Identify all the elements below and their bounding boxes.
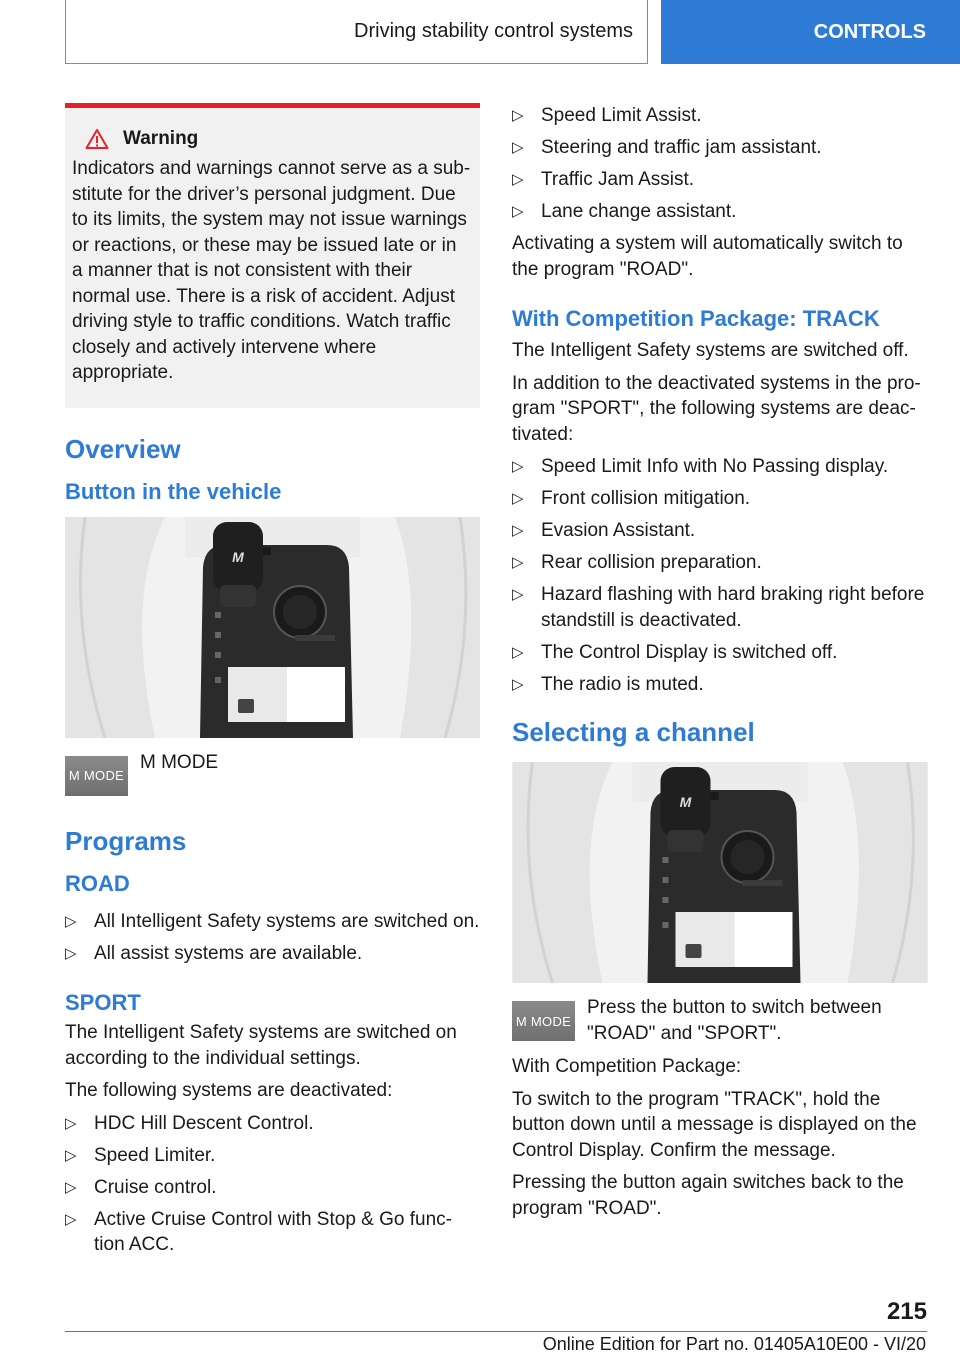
sport-list-continued: [512, 103, 928, 225]
selecting-p1: With Competition Package:: [512, 1056, 742, 1077]
bullet-triangle-icon: ▷: [65, 944, 77, 962]
list-item: ▷ Traffic Jam Assist.: [512, 167, 928, 193]
bullet-triangle-icon: ▷: [512, 490, 524, 507]
mmode-legend: [65, 751, 480, 796]
button-in-vehicle-heading: Button in the vehicle: [65, 478, 282, 504]
bullet-triangle-icon: ▷: [512, 643, 524, 661]
bullet-triangle-icon: ▷: [65, 1146, 77, 1164]
m-mode-button-icon: M MODE: [65, 756, 128, 796]
header-chapter-tab[interactable]: [661, 0, 960, 64]
console-photo: [65, 517, 480, 738]
selecting-p3: Pressing the button again switches back to the program "ROAD".: [512, 1172, 904, 1219]
list-item: ▷ Speed Limit Info with No Passing display.: [512, 454, 928, 480]
bullet-triangle-icon: ▷: [512, 675, 524, 693]
bullet-triangle-icon: ▷: [65, 1114, 77, 1132]
m-mode-caption: M MODE: [140, 751, 219, 773]
bullet-triangle-icon: ▷: [512, 586, 524, 603]
track-p2: In addition to the deactivated systems in the pro-gram "SPORT", the following systems are deac-tivated:: [512, 372, 921, 445]
page-number: 215: [886, 1298, 927, 1325]
list-item: ▷ Speed Limit Assist.: [512, 103, 928, 129]
section-title: Driving stability control systems: [354, 20, 633, 42]
list-item: ▷ Front collision mitigation.: [512, 486, 928, 512]
bullet-triangle-icon: ▷: [512, 171, 524, 188]
warning-header: [72, 128, 472, 150]
sport-deactivated-intro: The following systems are deactivated:: [65, 1080, 393, 1101]
bullet-triangle-icon: ▷: [65, 912, 77, 930]
bullet-triangle-icon: ▷: [65, 1178, 77, 1196]
bullet-triangle-icon: ▷: [512, 458, 524, 475]
bullet-triangle-icon: ▷: [512, 203, 524, 220]
warning-triangle-icon: [85, 128, 109, 150]
list-item: ▷ The radio is muted.: [512, 672, 928, 698]
m-mode-instruction-text: Press the button to switch between "ROAD" and "SPORT".: [587, 997, 882, 1044]
warning-title: Warning: [123, 128, 199, 149]
track-list: [512, 454, 928, 697]
track-p1: The Intelligent Safety systems are switched off.: [512, 340, 909, 361]
selecting-p2: To switch to the program "TRACK", hold the button down until a message is displayed on the Control Display. Confirm the message.: [512, 1088, 917, 1161]
list-item: ▷ All assist systems are available.: [65, 941, 480, 967]
track-heading: With Competition Package: TRACK: [512, 306, 880, 331]
list-item: ▷ Active Cruise Control with Stop & Go func-tion ACC.: [65, 1208, 452, 1255]
list-item: ▷ Hazard flashing with hard braking right before standstill is deactivated.: [512, 584, 925, 631]
list-item: ▷ Evasion Assistant.: [512, 518, 928, 544]
right-column: [512, 103, 928, 1228]
sport-heading: SPORT: [65, 990, 141, 1015]
mmode-instruction: [512, 997, 928, 1046]
bullet-triangle-icon: ▷: [512, 522, 524, 539]
warning-box: [65, 103, 480, 408]
bullet-triangle-icon: ▷: [512, 107, 524, 124]
footer-divider: [65, 1331, 927, 1332]
m-mode-button-icon: M MODE: [512, 1001, 575, 1041]
bullet-triangle-icon: ▷: [65, 1210, 77, 1228]
bullet-triangle-icon: ▷: [512, 139, 524, 156]
programs-heading: Programs: [65, 825, 187, 856]
sport-outro: Activating a system will automatically switch to the program "ROAD".: [512, 233, 903, 280]
chapter-title: CONTROLS: [813, 20, 926, 43]
list-item: ▷ Lane change assistant.: [512, 199, 928, 225]
left-column: [65, 103, 480, 1264]
selecting-channel-heading: Selecting a channel: [512, 717, 755, 747]
footer-edition: Online Edition for Part no. 01405A10E00 - VI/20: [542, 1334, 926, 1354]
list-item: ▷ Cruise control.: [65, 1175, 480, 1201]
console-photo-2: [512, 762, 928, 983]
road-list: [65, 909, 480, 967]
sport-list: [65, 1111, 480, 1258]
overview-heading: Overview: [65, 433, 181, 464]
list-item: ▷ HDC Hill Descent Control.: [65, 1111, 480, 1137]
road-heading: ROAD: [65, 870, 130, 896]
sport-intro: The Intelligent Safety systems are switched on according to the individual settings.: [65, 1022, 457, 1069]
list-item: ▷ Rear collision preparation.: [512, 550, 928, 576]
header-section-title: [65, 0, 648, 64]
list-item: ▷ Steering and traffic jam assistant.: [512, 135, 928, 161]
bullet-triangle-icon: ▷: [512, 554, 524, 571]
list-item: ▷ All Intelligent Safety systems are switched on.: [65, 909, 480, 935]
list-item: ▷ The Control Display is switched off.: [512, 640, 928, 666]
list-item: ▷ Speed Limiter.: [65, 1143, 480, 1169]
warning-text: Indicators and warnings cannot serve as a sub-stitute for the driver’s personal judgment. Due to its limits, the system may not issue warnings or reactions, or these may be issued late or in a manner that is not consistent with their normal use. There is a risk of accident. Adjust driving style to traffic conditions. Watch traffic closely and actively intervene where appropriate.: [72, 158, 471, 383]
